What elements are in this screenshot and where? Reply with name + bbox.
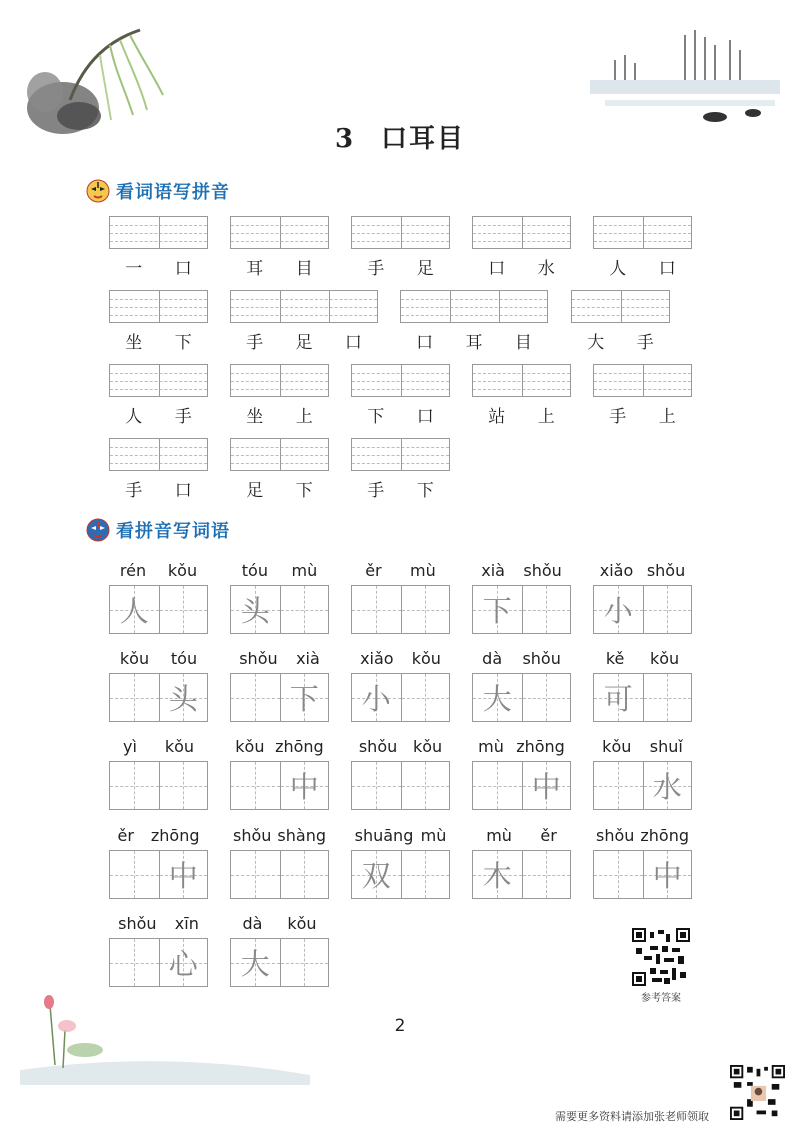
tianzi-cell[interactable] xyxy=(110,939,159,986)
opera-mask-icon xyxy=(86,518,110,542)
pinyin-syllable: mù xyxy=(291,561,318,580)
opera-mask-icon xyxy=(86,179,110,203)
pinyin-syllable: mù xyxy=(486,826,512,845)
pinyin-syllable: shǒu xyxy=(522,649,561,668)
section1-heading xyxy=(86,176,230,206)
pinyin-syllable: mù xyxy=(410,561,436,580)
pinyin-write-box[interactable] xyxy=(109,438,208,471)
word-character: 足 xyxy=(416,259,434,279)
pinyin-syllable: zhōng xyxy=(150,826,200,845)
trace-character: 中 xyxy=(652,859,682,893)
tianzi-grid xyxy=(593,673,692,722)
tianzi-cell[interactable] xyxy=(522,851,571,898)
tianzi-grid xyxy=(472,761,571,810)
word-character: 口 xyxy=(416,333,434,353)
tianzi-cell[interactable] xyxy=(159,674,208,721)
tianzi-cell[interactable] xyxy=(352,762,401,809)
word-character: 人 xyxy=(609,259,627,279)
pinyin-write-box[interactable] xyxy=(351,216,450,249)
tianzi-grid xyxy=(230,850,329,899)
trace-character: 下 xyxy=(289,682,319,716)
tianzi-grid xyxy=(109,761,208,810)
pinyin-write-box[interactable] xyxy=(109,364,208,397)
tianzi-cell[interactable] xyxy=(231,674,280,721)
word-character: 下 xyxy=(416,481,434,501)
pinyin-syllable: shǒu xyxy=(239,649,278,668)
pinyin-write-box[interactable] xyxy=(351,364,450,397)
pinyin-syllable: dà xyxy=(482,649,503,668)
tianzi-cell[interactable] xyxy=(594,586,643,633)
tianzi-cell[interactable] xyxy=(159,939,208,986)
word-character: 坐 xyxy=(246,407,264,427)
page-title xyxy=(0,118,800,155)
word-character: 手 xyxy=(636,333,654,353)
pinyin-syllable: ěr xyxy=(365,561,382,580)
pinyin-label xyxy=(472,826,571,845)
pinyin-syllable: xīn xyxy=(174,914,199,933)
word-character: 手 xyxy=(367,259,385,279)
trace-character: 头 xyxy=(240,594,270,628)
tianzi-cell[interactable] xyxy=(473,674,522,721)
word-character: 口 xyxy=(488,259,506,279)
tianzi-grid xyxy=(109,585,208,634)
pinyin-label xyxy=(230,737,329,756)
tianzi-cell[interactable] xyxy=(352,586,401,633)
word-character: 上 xyxy=(295,407,313,427)
pinyin-label xyxy=(472,649,571,668)
pinyin-syllable: shǒu xyxy=(233,826,272,845)
word-character: 上 xyxy=(537,407,555,427)
tianzi-cell[interactable] xyxy=(280,586,329,633)
trace-character: 头 xyxy=(168,682,198,716)
tianzi-cell[interactable] xyxy=(522,674,571,721)
pinyin-label xyxy=(593,737,692,756)
word-character: 大 xyxy=(587,333,605,353)
word-character: 目 xyxy=(295,259,313,279)
tianzi-cell[interactable] xyxy=(594,851,643,898)
qr-code-answers[interactable] xyxy=(632,928,690,986)
word-character: 坐 xyxy=(125,333,143,353)
pinyin-syllable: xià xyxy=(296,649,320,668)
pinyin-label xyxy=(109,737,208,756)
tianzi-cell[interactable] xyxy=(594,762,643,809)
tianzi-grid xyxy=(593,761,692,810)
tianzi-cell[interactable] xyxy=(643,851,692,898)
tianzi-cell[interactable] xyxy=(401,674,450,721)
footer-note: 需要更多资料请添加张老师领取 xyxy=(555,1110,709,1123)
trace-character: 心 xyxy=(168,947,198,981)
tianzi-cell[interactable] xyxy=(159,762,208,809)
pinyin-label xyxy=(593,649,692,668)
pinyin-write-box[interactable] xyxy=(230,438,329,471)
pinyin-syllable: shǒu xyxy=(646,561,686,580)
tianzi-cell[interactable] xyxy=(231,586,280,633)
trace-character: 中 xyxy=(531,770,561,804)
pinyin-syllable: kǒu xyxy=(411,649,441,668)
tianzi-grid xyxy=(472,673,571,722)
trace-character: 下 xyxy=(482,594,512,628)
pinyin-syllable: ěr xyxy=(117,826,134,845)
word-character: 水 xyxy=(537,259,555,279)
pinyin-syllable: xiǎo xyxy=(599,561,634,580)
pinyin-syllable: tóu xyxy=(170,649,198,668)
tianzi-grid xyxy=(472,585,571,634)
lesson-title: 口耳目 xyxy=(381,124,466,154)
tianzi-grid xyxy=(230,585,329,634)
word-character: 下 xyxy=(367,407,385,427)
pinyin-write-box[interactable] xyxy=(230,216,329,249)
page-number: 2 xyxy=(394,1016,406,1036)
trace-character: 双 xyxy=(361,859,391,893)
word-character: 口 xyxy=(174,259,192,279)
word-characters xyxy=(230,476,329,501)
pinyin-syllable: shǒu xyxy=(523,561,562,580)
tianzi-cell[interactable] xyxy=(643,674,692,721)
tianzi-cell[interactable] xyxy=(401,762,450,809)
trace-character: 人 xyxy=(119,594,149,628)
pinyin-write-box[interactable] xyxy=(230,364,329,397)
word-characters xyxy=(109,476,208,501)
trace-character: 大 xyxy=(240,947,270,981)
pinyin-label xyxy=(109,561,208,580)
tianzi-cell[interactable] xyxy=(280,762,329,809)
pinyin-write-box[interactable] xyxy=(109,216,208,249)
word-character: 人 xyxy=(125,407,143,427)
pinyin-syllable: kě xyxy=(605,649,625,668)
word-characters xyxy=(109,254,208,279)
pinyin-syllable: kǒu xyxy=(119,649,150,668)
tianzi-cell[interactable] xyxy=(401,586,450,633)
pinyin-write-box[interactable] xyxy=(593,364,692,397)
pinyin-write-box[interactable] xyxy=(230,290,378,323)
pinyin-label xyxy=(351,561,450,580)
word-characters xyxy=(472,254,571,279)
lesson-number: 3 xyxy=(334,124,356,154)
pinyin-syllable: tóu xyxy=(241,561,268,580)
pinyin-label xyxy=(230,561,329,580)
pinyin-write-box[interactable] xyxy=(571,290,670,323)
tianzi-cell[interactable] xyxy=(110,762,159,809)
trace-character: 中 xyxy=(289,770,319,804)
word-character: 足 xyxy=(295,333,313,353)
word-characters xyxy=(230,328,378,353)
tianzi-cell[interactable] xyxy=(522,586,571,633)
word-characters xyxy=(351,254,450,279)
tianzi-cell[interactable] xyxy=(352,674,401,721)
tianzi-cell[interactable] xyxy=(159,586,208,633)
pinyin-label xyxy=(351,737,450,756)
pinyin-label xyxy=(351,826,450,845)
word-character: 手 xyxy=(125,481,143,501)
word-characters xyxy=(472,402,571,427)
tianzi-grid xyxy=(109,850,208,899)
pinyin-label xyxy=(593,561,692,580)
trace-character: 小 xyxy=(361,682,391,716)
pinyin-label xyxy=(109,914,208,933)
word-characters xyxy=(593,254,692,279)
pinyin-write-box[interactable] xyxy=(109,290,208,323)
word-character: 手 xyxy=(174,407,192,427)
word-character: 手 xyxy=(609,407,627,427)
tianzi-grid xyxy=(351,585,450,634)
pinyin-syllable: ěr xyxy=(540,826,557,845)
tianzi-grid xyxy=(109,673,208,722)
word-character: 耳 xyxy=(246,259,264,279)
pinyin-label xyxy=(109,826,208,845)
pinyin-label xyxy=(230,826,329,845)
word-character: 下 xyxy=(174,333,192,353)
tianzi-cell[interactable] xyxy=(522,762,571,809)
tianzi-grid xyxy=(351,673,450,722)
pinyin-syllable: dà xyxy=(242,914,263,933)
pinyin-label xyxy=(351,649,450,668)
pinyin-syllable: kǒu xyxy=(649,649,680,668)
section2-heading-label: 看拼音写词语 xyxy=(116,521,230,542)
pinyin-syllable: kǒu xyxy=(167,561,198,580)
pinyin-syllable: zhōng xyxy=(516,737,565,756)
tianzi-grid xyxy=(109,938,208,987)
pinyin-syllable: mù xyxy=(420,826,447,845)
pinyin-syllable: shǒu xyxy=(118,914,157,933)
ink-lotus-illustration xyxy=(15,990,315,1090)
pinyin-syllable: shǒu xyxy=(595,826,635,845)
word-characters xyxy=(593,402,692,427)
pinyin-syllable: shàng xyxy=(277,826,326,845)
pinyin-label xyxy=(472,561,571,580)
pinyin-write-box[interactable] xyxy=(472,216,571,249)
word-character: 口 xyxy=(658,259,676,279)
tianzi-cell[interactable] xyxy=(231,939,280,986)
pinyin-label xyxy=(109,649,208,668)
pinyin-syllable: kǒu xyxy=(164,737,195,756)
word-character: 下 xyxy=(295,481,313,501)
pinyin-write-box[interactable] xyxy=(351,438,450,471)
tianzi-grid xyxy=(230,761,329,810)
tianzi-cell[interactable] xyxy=(159,851,208,898)
tianzi-cell[interactable] xyxy=(473,851,522,898)
trace-character: 木 xyxy=(482,859,512,893)
qr-caption: 参考答案 xyxy=(641,993,681,1004)
pinyin-syllable: shuāng xyxy=(354,826,414,845)
pinyin-syllable: mù xyxy=(478,737,504,756)
tianzi-cell[interactable] xyxy=(352,851,401,898)
word-characters xyxy=(400,328,548,353)
tianzi-cell[interactable] xyxy=(473,762,522,809)
word-character: 手 xyxy=(246,333,264,353)
pinyin-label xyxy=(230,914,329,933)
word-characters xyxy=(109,328,208,353)
trace-character: 小 xyxy=(603,594,633,628)
pinyin-syllable: kǒu xyxy=(235,737,265,756)
word-characters xyxy=(230,402,329,427)
tianzi-grid xyxy=(593,850,692,899)
section1-heading-label: 看词语写拼音 xyxy=(116,182,230,203)
tianzi-grid xyxy=(351,850,450,899)
word-character: 站 xyxy=(488,407,506,427)
word-character: 口 xyxy=(174,481,192,501)
pinyin-syllable: shǒu xyxy=(358,737,398,756)
pinyin-syllable: kǒu xyxy=(287,914,317,933)
pinyin-syllable: zhōng xyxy=(275,737,324,756)
word-character: 上 xyxy=(658,407,676,427)
tianzi-cell[interactable] xyxy=(280,851,329,898)
pinyin-syllable: xiǎo xyxy=(360,649,394,668)
pinyin-write-box[interactable] xyxy=(472,364,571,397)
pinyin-syllable: yì xyxy=(122,737,137,756)
tianzi-cell[interactable] xyxy=(110,851,159,898)
trace-character: 中 xyxy=(168,859,198,893)
trace-character: 大 xyxy=(482,682,512,716)
word-character: 手 xyxy=(367,481,385,501)
qr-code-contact[interactable] xyxy=(730,1065,785,1120)
word-character: 目 xyxy=(514,333,532,353)
tianzi-cell[interactable] xyxy=(473,586,522,633)
word-characters xyxy=(230,254,329,279)
word-character: 一 xyxy=(125,259,143,279)
word-characters xyxy=(109,402,208,427)
section2-heading xyxy=(86,515,230,545)
pinyin-syllable: rén xyxy=(119,561,147,580)
word-characters xyxy=(351,476,450,501)
tianzi-cell[interactable] xyxy=(594,674,643,721)
pinyin-syllable: xià xyxy=(481,561,505,580)
pinyin-syllable: shuǐ xyxy=(649,737,683,756)
pinyin-label xyxy=(472,737,571,756)
tianzi-grid xyxy=(230,938,329,987)
word-character: 足 xyxy=(246,481,264,501)
tianzi-cell[interactable] xyxy=(110,674,159,721)
tianzi-cell[interactable] xyxy=(280,939,329,986)
word-character: 口 xyxy=(344,333,362,353)
trace-character: 水 xyxy=(652,770,682,804)
word-character: 口 xyxy=(416,407,434,427)
tianzi-cell[interactable] xyxy=(110,586,159,633)
pinyin-write-box[interactable] xyxy=(400,290,548,323)
word-character: 耳 xyxy=(465,333,483,353)
pinyin-syllable: zhōng xyxy=(640,826,689,845)
tianzi-grid xyxy=(472,850,571,899)
tianzi-cell[interactable] xyxy=(643,762,692,809)
tianzi-cell[interactable] xyxy=(401,851,450,898)
tianzi-grid xyxy=(593,585,692,634)
tianzi-grid xyxy=(230,673,329,722)
word-characters xyxy=(351,402,450,427)
pinyin-write-box[interactable] xyxy=(593,216,692,249)
pinyin-label xyxy=(230,649,329,668)
word-characters xyxy=(571,328,670,353)
tianzi-cell[interactable] xyxy=(643,586,692,633)
tianzi-cell[interactable] xyxy=(280,674,329,721)
tianzi-grid xyxy=(351,761,450,810)
pinyin-syllable: kǒu xyxy=(602,737,632,756)
tianzi-cell[interactable] xyxy=(231,851,280,898)
pinyin-syllable: kǒu xyxy=(412,737,443,756)
trace-character: 可 xyxy=(603,682,633,716)
pinyin-label xyxy=(593,826,692,845)
tianzi-cell[interactable] xyxy=(231,762,280,809)
